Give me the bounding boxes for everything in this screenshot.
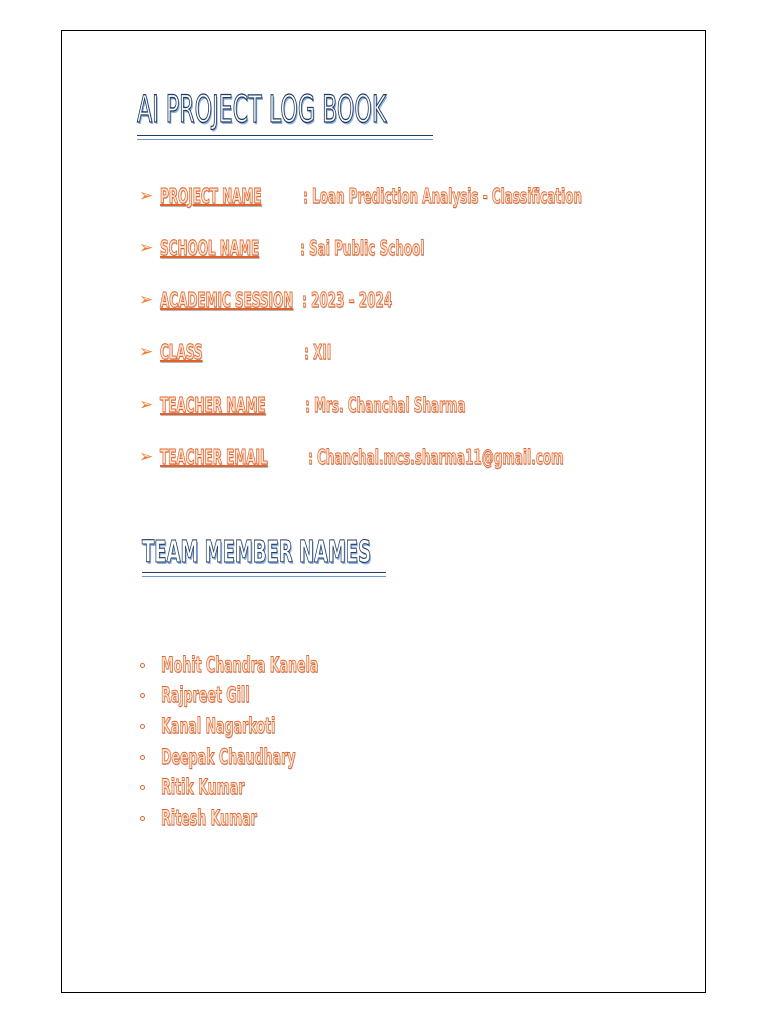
- member-name: Ritik Kumar: [161, 775, 245, 799]
- team-heading: TEAM MEMBER NAMES: [142, 535, 372, 570]
- document-page: [61, 30, 706, 993]
- arrow-icon: ➢: [139, 238, 154, 258]
- field-label: PROJECT NAME: [160, 184, 262, 208]
- bullet-icon: [140, 663, 145, 668]
- arrow-icon: ➢: [139, 342, 154, 362]
- arrow-icon: ➢: [139, 447, 154, 467]
- team-heading-underline: [142, 572, 386, 577]
- field-value: : Sai Public School: [300, 236, 425, 260]
- member-name: Rajpreet Gill: [161, 683, 250, 707]
- arrow-icon: ➢: [139, 395, 154, 415]
- field-value: : Loan Prediction Analysis - Classification: [303, 184, 582, 208]
- field-value: : Mrs. Chanchal Sharma: [305, 393, 466, 417]
- field-value: : XII: [304, 340, 332, 364]
- bullet-icon: [140, 755, 145, 760]
- field-label: TEACHER NAME: [160, 393, 266, 417]
- member-name: Mohit Chandra Kanela: [161, 653, 319, 677]
- member-name: Kanal Nagarkoti: [161, 714, 276, 738]
- bullet-icon: [140, 816, 145, 821]
- bullet-icon: [140, 724, 145, 729]
- page-title: AI PROJECT LOG BOOK: [137, 88, 387, 131]
- title-underline: [137, 135, 433, 140]
- field-value: : 2023 – 2024: [302, 288, 393, 312]
- bullet-icon: [140, 693, 145, 698]
- bullet-icon: [140, 785, 145, 790]
- field-label: CLASS: [160, 340, 203, 364]
- member-name: Deepak Chaudhary: [161, 745, 296, 769]
- field-value: : Chanchal.mcs.sharma11@gmail.com: [308, 445, 564, 469]
- arrow-icon: ➢: [139, 186, 154, 206]
- field-label: SCHOOL NAME: [160, 236, 260, 260]
- arrow-icon: ➢: [139, 290, 154, 310]
- field-label: ACADEMIC SESSION: [160, 288, 294, 312]
- field-label: TEACHER EMAIL: [160, 445, 268, 469]
- member-name: Ritesh Kumar: [161, 806, 257, 830]
